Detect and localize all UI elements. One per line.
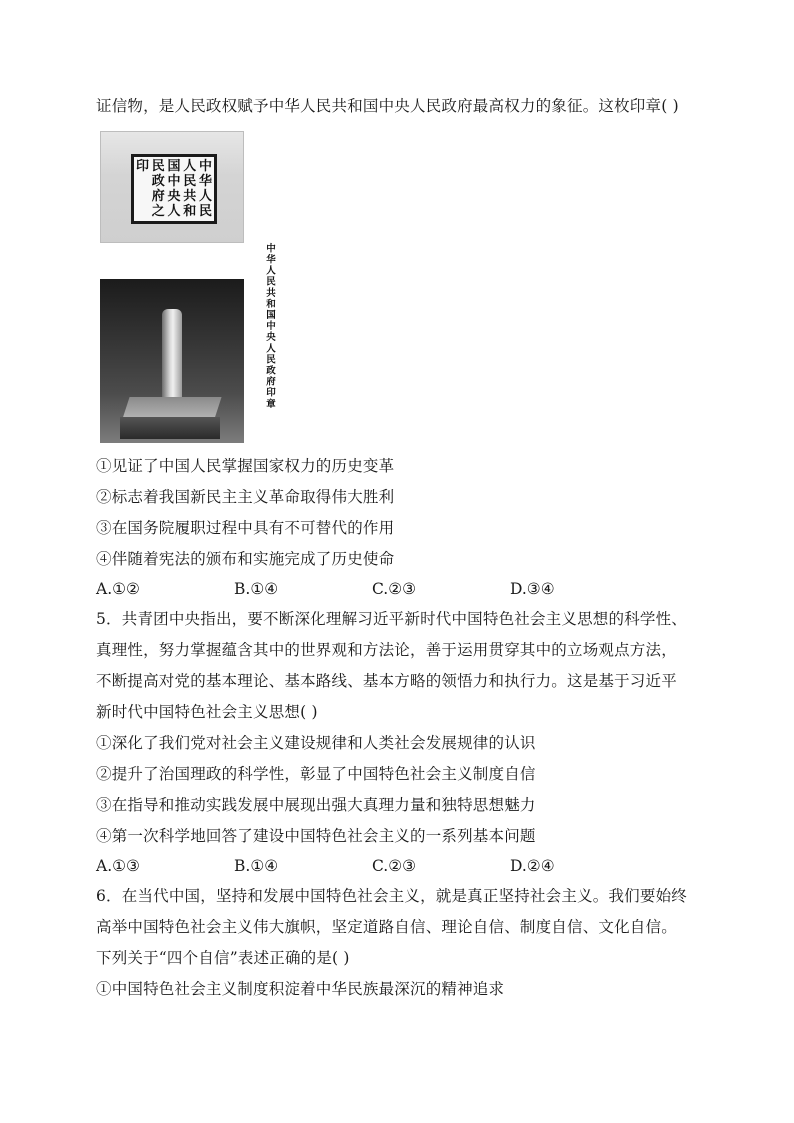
q4-option-a: A.①② (96, 580, 140, 598)
seal-column: 印 (136, 159, 150, 174)
q4-statement-4: ④伴随着宪法的颁布和实施完成了历史使命 (96, 550, 395, 568)
seal-base-front (120, 417, 220, 439)
q4-statement-3: ③在国务院履职过程中具有不可替代的作用 (96, 519, 395, 537)
q4-statement-1: ①见证了中国人民掌握国家权力的历史变革 (96, 457, 395, 475)
q5-option-b: B.①④ (234, 857, 279, 875)
q5-statement-4: ④第一次科学地回答了建设中国特色社会主义的一系列基本问题 (96, 827, 536, 845)
seal-base-top (122, 397, 221, 419)
seal-handle (162, 309, 182, 407)
seal-column: 国 中 央 人 (167, 159, 181, 219)
seal-face-image (100, 131, 244, 243)
seal-column: 中 华 人 民 (198, 159, 212, 219)
seal-column: 人 民 共 和 (183, 159, 197, 219)
intro-text: 证信物，是人民政权赋予中华人民共和国中央人民政府最高权力的象征。这枚印章( ) (96, 97, 679, 115)
q6-stem-line-1: 6．在当代中国，坚持和发展中国特色社会主义，就是真正坚持社会主义。我们要始终 (96, 887, 687, 905)
q6-stem-line-2: 高举中国特色社会主义伟大旗帜，坚定道路自信、理论自信、制度自信、文化自信。 (96, 918, 677, 936)
q4-option-b: B.①④ (234, 580, 279, 598)
seal-caption: 中华人民共和国中央人民政府印章 (264, 243, 275, 410)
q4-option-d: D.③④ (510, 580, 555, 598)
q5-statement-2: ②提升了治国理政的科学性，彰显了中国特色社会主义制度自信 (96, 765, 536, 783)
seal-object-photo (100, 279, 244, 443)
q6-stem-line-3: 下列关于“四个自信”表述正确的是( ) (96, 949, 350, 967)
seal-stamp-face (131, 154, 217, 224)
q6-statement-1: ①中国特色社会主义制度积淀着中华民族最深沉的精神追求 (96, 980, 505, 998)
seal-column: 民 政 府 之 (151, 159, 165, 219)
q5-stem-line-2: 真理性，努力掌握蕴含其中的世界观和方法论，善于运用贯穿其中的立场观点方法， (96, 641, 677, 659)
q5-stem-line-1: 5．共青团中央指出，要不断深化理解习近平新时代中国特色社会主义思想的科学性、 (96, 610, 687, 628)
q5-stem-line-3: 不断提高对党的基本理论、基本路线、基本方略的领悟力和执行力。这是基于习近平 (96, 672, 677, 690)
q5-option-a: A.①③ (96, 857, 140, 875)
q4-option-c: C.②③ (372, 580, 417, 598)
seal-inscription (136, 159, 212, 219)
q5-option-c: C.②③ (372, 857, 417, 875)
q4-statement-2: ②标志着我国新民主主义革命取得伟大胜利 (96, 488, 395, 506)
q5-option-d: D.②④ (510, 857, 555, 875)
q5-statement-3: ③在指导和推动实践发展中展现出强大真理力量和独特思想魅力 (96, 796, 536, 814)
q5-statement-1: ①深化了我们党对社会主义建设规律和人类社会发展规律的认识 (96, 734, 536, 752)
q5-stem-line-4: 新时代中国特色社会主义思想( ) (96, 703, 318, 721)
